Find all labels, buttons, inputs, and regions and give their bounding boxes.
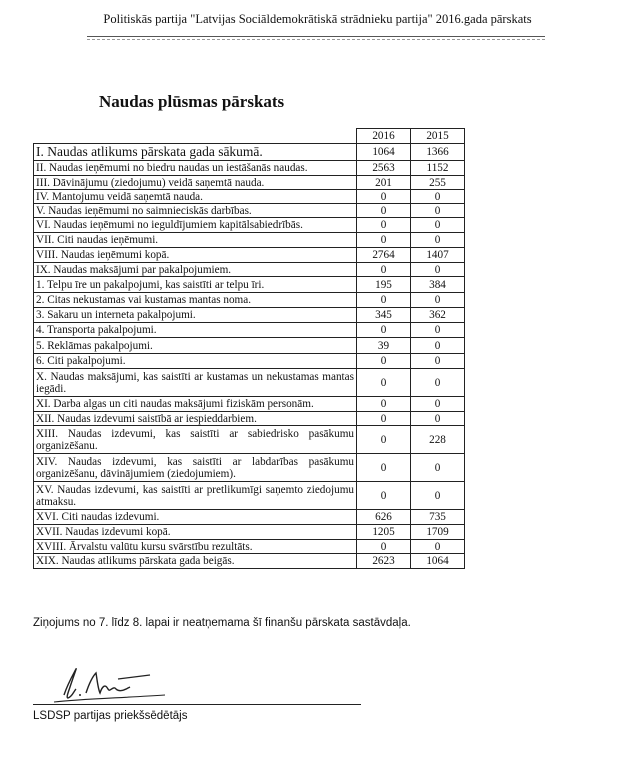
table-row <box>34 293 465 308</box>
value-2016: 0 <box>357 426 411 454</box>
value-2015: 0 <box>411 397 465 412</box>
row-label: II. Naudas ieņēmumi no biedru naudas un iestāšanās naudas. <box>34 161 357 176</box>
table-body <box>34 144 465 569</box>
value-2015: 0 <box>411 293 465 308</box>
row-label: 5. Reklāmas pakalpojumi. <box>34 338 357 354</box>
table-row <box>34 525 465 540</box>
value-2016: 39 <box>357 338 411 354</box>
value-2015: 1407 <box>411 248 465 263</box>
value-2015: 1709 <box>411 525 465 540</box>
value-2015: 0 <box>411 354 465 369</box>
row-label: XIV. Naudas izdevumi, kas saistīti ar labdarības pasākumu organizēšanu, dāvinājumiem (ziedojumiem). <box>34 454 357 482</box>
row-label: X. Naudas maksājumi, kas saistīti ar kustamas un nekustamas mantas iegādi. <box>34 369 357 397</box>
value-2015: 1152 <box>411 161 465 176</box>
table-row <box>34 426 465 454</box>
row-label: XV. Naudas izdevumi, kas saistīti ar pretlikumīgi saņemto ziedojumu atmaksu. <box>34 482 357 510</box>
row-label: XVI. Citi naudas izdevumi. <box>34 510 357 525</box>
row-label: I. Naudas atlikums pārskata gada sākumā. <box>34 144 357 161</box>
value-2016: 0 <box>357 204 411 218</box>
value-2016: 0 <box>357 369 411 397</box>
row-label: IV. Mantojumu veidā saņemtā nauda. <box>34 190 357 204</box>
value-2015: 384 <box>411 277 465 293</box>
table-row <box>34 397 465 412</box>
value-2015: 255 <box>411 176 465 190</box>
table-row <box>34 204 465 218</box>
row-label: 1. Telpu īre un pakalpojumi, kas saistīti ar telpu īri. <box>34 277 357 293</box>
row-label: XIX. Naudas atlikums pārskata gada beigās. <box>34 554 357 569</box>
row-label: VIII. Naudas ieņēmumi kopā. <box>34 248 357 263</box>
header-divider <box>87 36 545 37</box>
table-row <box>34 190 465 204</box>
value-2015: 1064 <box>411 554 465 569</box>
column-header-2015: 2015 <box>411 129 465 144</box>
value-2016: 0 <box>357 540 411 554</box>
table-header-row <box>34 129 465 144</box>
table-row <box>34 338 465 354</box>
header-blank-cell <box>34 129 357 144</box>
value-2016: 0 <box>357 397 411 412</box>
value-2015: 0 <box>411 323 465 338</box>
table-row <box>34 510 465 525</box>
table-row <box>34 248 465 263</box>
value-2016: 0 <box>357 412 411 426</box>
value-2015: 0 <box>411 454 465 482</box>
value-2015: 0 <box>411 190 465 204</box>
row-label: 6. Citi pakalpojumi. <box>34 354 357 369</box>
value-2016: 201 <box>357 176 411 190</box>
row-label: III. Dāvinājumu (ziedojumu) veidā saņemtā nauda. <box>34 176 357 190</box>
value-2016: 0 <box>357 354 411 369</box>
value-2016: 0 <box>357 190 411 204</box>
value-2016: 0 <box>357 263 411 277</box>
row-label: XVIII. Ārvalstu valūtu kursu svārstību rezultāts. <box>34 540 357 554</box>
table-row <box>34 161 465 176</box>
value-2015: 0 <box>411 218 465 233</box>
value-2015: 0 <box>411 338 465 354</box>
value-2015: 0 <box>411 412 465 426</box>
value-2015: 228 <box>411 426 465 454</box>
value-2016: 1205 <box>357 525 411 540</box>
value-2015: 0 <box>411 204 465 218</box>
table-row <box>34 308 465 323</box>
table-row <box>34 412 465 426</box>
row-label: VII. Citi naudas ieņēmumi. <box>34 233 357 248</box>
row-label: 2. Citas nekustamas vai kustamas mantas noma. <box>34 293 357 308</box>
value-2016: 2563 <box>357 161 411 176</box>
value-2016: 345 <box>357 308 411 323</box>
row-label: XVII. Naudas izdevumi kopā. <box>34 525 357 540</box>
row-label: VI. Naudas ieņēmumi no ieguldījumiem kapitālsabiedrībās. <box>34 218 357 233</box>
row-label: V. Naudas ieņēmumi no saimnieciskās darbības. <box>34 204 357 218</box>
table-row <box>34 354 465 369</box>
signature-caption: LSDSP partijas priekšsēdētājs <box>33 710 188 722</box>
document-header: Politiskās partija "Latvijas Sociāldemokrātiskā strādnieku partija" 2016.gada pārskats <box>103 12 532 26</box>
table-row <box>34 218 465 233</box>
value-2016: 1064 <box>357 144 411 161</box>
table-row <box>34 176 465 190</box>
table-row <box>34 323 465 338</box>
value-2016: 2623 <box>357 554 411 569</box>
value-2015: 0 <box>411 233 465 248</box>
table-row <box>34 454 465 482</box>
table-row <box>34 554 465 569</box>
table-row <box>34 369 465 397</box>
value-2016: 0 <box>357 218 411 233</box>
cash-flow-table <box>33 128 465 569</box>
page-title: Naudas plūsmas pārskats <box>99 92 285 111</box>
header-divider-dashed <box>87 39 545 40</box>
value-2016: 0 <box>357 233 411 248</box>
value-2015: 0 <box>411 369 465 397</box>
row-label: XIII. Naudas izdevumi, kas saistīti ar sabiedrisko pasākumu organizēšanu. <box>34 426 357 454</box>
row-label: 3. Sakaru un interneta pakalpojumi. <box>34 308 357 323</box>
row-label: XII. Naudas izdevumi saistībā ar iespieddarbiem. <box>34 412 357 426</box>
value-2015: 0 <box>411 263 465 277</box>
value-2016: 2764 <box>357 248 411 263</box>
value-2016: 0 <box>357 293 411 308</box>
value-2015: 1366 <box>411 144 465 161</box>
row-label: XI. Darba algas un citi naudas maksājumi fiziskām personām. <box>34 397 357 412</box>
column-header-2016: 2016 <box>357 129 411 144</box>
table-row <box>34 233 465 248</box>
table-row <box>34 144 465 161</box>
value-2016: 0 <box>357 454 411 482</box>
value-2016: 195 <box>357 277 411 293</box>
value-2015: 0 <box>411 482 465 510</box>
value-2015: 0 <box>411 540 465 554</box>
row-label: 4. Transporta pakalpojumi. <box>34 323 357 338</box>
signature-mark <box>50 665 170 705</box>
value-2015: 735 <box>411 510 465 525</box>
value-2016: 0 <box>357 482 411 510</box>
value-2015: 362 <box>411 308 465 323</box>
table-row <box>34 482 465 510</box>
table-row <box>34 263 465 277</box>
report-note: Ziņojums no 7. līdz 8. lapai ir neatņemama šī finanšu pārskata sastāvdaļa. <box>33 617 411 629</box>
row-label: IX. Naudas maksājumi par pakalpojumiem. <box>34 263 357 277</box>
value-2016: 0 <box>357 323 411 338</box>
value-2016: 626 <box>357 510 411 525</box>
table-row <box>34 277 465 293</box>
table-row <box>34 540 465 554</box>
signature-line <box>33 704 361 705</box>
